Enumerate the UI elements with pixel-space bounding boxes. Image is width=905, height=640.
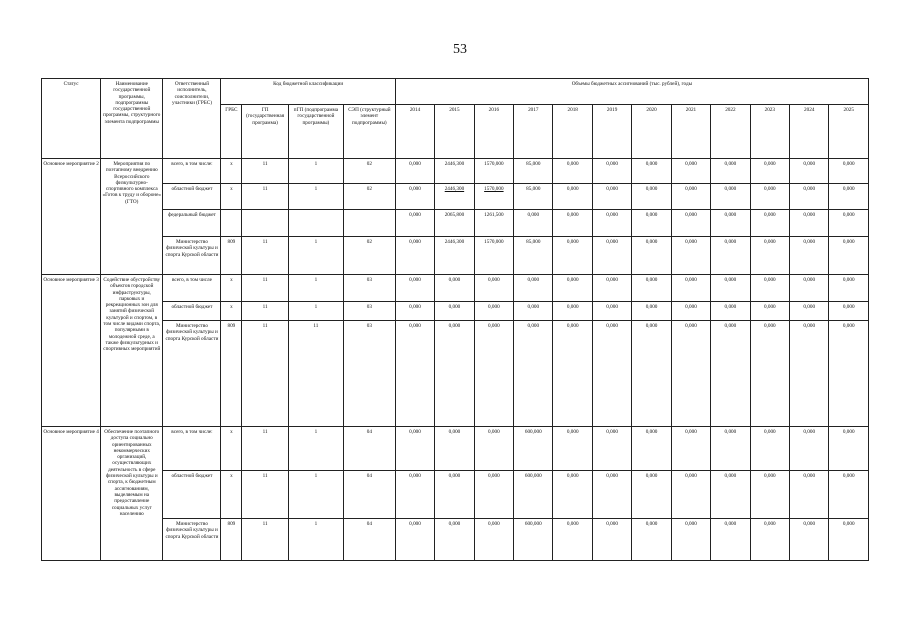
value-cell: 0,000	[750, 210, 789, 237]
value-cell: 0,000	[514, 321, 553, 427]
value-cell: 2446,300	[435, 184, 474, 210]
value-cell: 0,000	[474, 519, 513, 561]
value-cell: 0,000	[632, 321, 671, 427]
value-cell: 0,000	[790, 159, 829, 184]
value-cell: 600,000	[514, 471, 553, 519]
grbs-cell: x	[221, 275, 242, 302]
value-cell: 600,000	[514, 519, 553, 561]
grbs-cell: x	[221, 184, 242, 210]
header-sep: СЭП (структурный элемент подпрограммы)	[343, 105, 395, 159]
header-row-1	[42, 79, 869, 105]
executor-cell: областной бюджет	[163, 302, 221, 321]
executor-cell: всего, в том числе:	[163, 159, 221, 184]
table-body	[42, 79, 869, 561]
value-cell: 0,000	[395, 237, 434, 275]
value-cell: 0,000	[632, 427, 671, 471]
executor-cell: федеральный бюджет	[163, 210, 221, 237]
value-cell: 0,000	[711, 427, 750, 471]
sep-cell: 02	[343, 184, 395, 210]
value-cell: 85,000	[514, 184, 553, 210]
value-cell: 0,000	[790, 237, 829, 275]
pgp-cell: 1	[288, 427, 343, 471]
value-cell: 2446,300	[435, 237, 474, 275]
value-cell: 0,000	[790, 210, 829, 237]
value-cell: 0,000	[395, 427, 434, 471]
status-cell: Основное мероприятие 4	[42, 427, 101, 561]
value-cell: 0,000	[829, 471, 869, 519]
value-cell: 0,000	[592, 184, 631, 210]
header-year: 2018	[553, 105, 592, 159]
value-cell: 0,000	[829, 519, 869, 561]
value-cell: 0,000	[829, 184, 869, 210]
value-cell: 0,000	[750, 427, 789, 471]
header-grbs: ГРБС	[221, 105, 242, 159]
value-cell: 0,000	[474, 275, 513, 302]
grbs-cell: 809	[221, 519, 242, 561]
value-cell: 0,000	[435, 519, 474, 561]
pgp-cell: 1	[288, 275, 343, 302]
value-cell: 0,000	[750, 321, 789, 427]
header-year: 2025	[829, 105, 869, 159]
value-cell: 0,000	[395, 302, 434, 321]
value-cell: 0,000	[435, 321, 474, 427]
executor-cell: областной бюджет	[163, 184, 221, 210]
value-cell: 0,000	[514, 210, 553, 237]
value-cell: 0,000	[671, 275, 710, 302]
table-row	[42, 427, 869, 471]
value-cell: 0,000	[829, 275, 869, 302]
value-cell: 0,000	[592, 471, 631, 519]
value-cell: 0,000	[632, 471, 671, 519]
value-cell: 0,000	[829, 237, 869, 275]
value-cell: 0,000	[395, 471, 434, 519]
gp-cell: 11	[242, 159, 289, 184]
value-cell: 0,000	[592, 321, 631, 427]
header-year: 2015	[435, 105, 474, 159]
value-cell: 0,000	[514, 302, 553, 321]
header-year: 2021	[671, 105, 710, 159]
gp-cell: 11	[242, 184, 289, 210]
sep-cell: 02	[343, 237, 395, 275]
grbs-cell	[221, 210, 242, 237]
value-cell: 0,000	[474, 471, 513, 519]
executor-cell: Министерство физической культуры и спорта Курской области	[163, 519, 221, 561]
value-cell: 0,000	[711, 321, 750, 427]
value-cell: 0,000	[671, 427, 710, 471]
gp-cell: 11	[242, 471, 289, 519]
pgp-cell: 1	[288, 302, 343, 321]
value-cell: 0,000	[829, 321, 869, 427]
sep-cell: 04	[343, 471, 395, 519]
value-cell: 0,000	[395, 519, 434, 561]
value-cell: 85,000	[514, 237, 553, 275]
value-cell: 0,000	[553, 519, 592, 561]
pgp-cell: 1	[288, 471, 343, 519]
value-cell: 1570,000	[474, 159, 513, 184]
table-row	[42, 184, 869, 210]
page-number: 53	[453, 42, 467, 57]
value-cell: 0,000	[711, 237, 750, 275]
value-cell: 0,000	[474, 321, 513, 427]
pgp-cell	[288, 210, 343, 237]
value-cell: 0,000	[592, 302, 631, 321]
value-cell: 0,000	[671, 302, 710, 321]
value-cell: 0,000	[632, 159, 671, 184]
budget-table	[41, 78, 869, 561]
value-cell: 0,000	[592, 237, 631, 275]
value-cell: 0,000	[790, 519, 829, 561]
value-cell: 0,000	[474, 427, 513, 471]
header-volumes: Объемы бюджетных ассигнований (тыс. рублей), годы	[395, 79, 868, 105]
gp-cell: 11	[242, 275, 289, 302]
sep-cell: 02	[343, 159, 395, 184]
value-cell: 0,000	[632, 302, 671, 321]
value-cell: 0,000	[671, 237, 710, 275]
value-cell: 0,000	[632, 519, 671, 561]
value-cell: 0,000	[592, 519, 631, 561]
sep-cell: 03	[343, 321, 395, 427]
value-cell: 0,000	[553, 471, 592, 519]
sep-cell	[343, 210, 395, 237]
value-cell: 0,000	[632, 237, 671, 275]
value-cell: 0,000	[671, 321, 710, 427]
gp-cell: 11	[242, 427, 289, 471]
header-year: 2014	[395, 105, 434, 159]
value-cell: 0,000	[750, 184, 789, 210]
value-cell: 0,000	[474, 302, 513, 321]
table-row	[42, 159, 869, 184]
value-cell: 0,000	[829, 427, 869, 471]
status-cell: Основное мероприятие 3	[42, 275, 101, 427]
value-cell: 0,000	[395, 184, 434, 210]
value-cell: 0,000	[671, 210, 710, 237]
value-cell: 0,000	[553, 302, 592, 321]
value-cell: 0,000	[514, 275, 553, 302]
header-budget-code: Код бюджетной классификации	[221, 79, 395, 105]
name-cell: Мероприятия по поэтапному внедрению Всероссийского физкультурно-спортивного комплекса «Готов к труду и обороне» (ГТО)	[101, 159, 163, 275]
value-cell: 0,000	[395, 159, 434, 184]
value-cell: 0,000	[592, 210, 631, 237]
value-cell: 0,000	[711, 302, 750, 321]
value-cell: 0,000	[553, 159, 592, 184]
table-row	[42, 237, 869, 275]
value-cell: 0,000	[592, 427, 631, 471]
value-cell: 0,000	[790, 302, 829, 321]
executor-cell: областной бюджет	[163, 471, 221, 519]
value-cell: 0,000	[790, 321, 829, 427]
value-cell: 0,000	[592, 159, 631, 184]
value-cell: 0,000	[632, 210, 671, 237]
header-year: 2022	[711, 105, 750, 159]
pgp-cell: 11	[288, 321, 343, 427]
value-cell: 0,000	[671, 184, 710, 210]
value-cell: 0,000	[435, 427, 474, 471]
value-cell: 0,000	[395, 321, 434, 427]
header-name: Наименование государственной программы, подпрограммы государственной программы, структурного элемента подпрограммы	[101, 79, 163, 159]
executor-cell: всего, в том числе	[163, 275, 221, 302]
value-cell: 0,000	[553, 275, 592, 302]
value-cell: 0,000	[395, 275, 434, 302]
value-cell: 0,000	[750, 275, 789, 302]
value-cell: 0,000	[711, 159, 750, 184]
header-year: 2016	[474, 105, 513, 159]
value-cell: 0,000	[790, 275, 829, 302]
header-year: 2024	[790, 105, 829, 159]
grbs-cell: x	[221, 159, 242, 184]
value-cell: 0,000	[829, 302, 869, 321]
value-cell: 0,000	[435, 471, 474, 519]
grbs-cell: 809	[221, 321, 242, 427]
table-row	[42, 519, 869, 561]
sep-cell: 04	[343, 519, 395, 561]
value-cell: 0,000	[829, 159, 869, 184]
value-cell: 0,000	[711, 210, 750, 237]
grbs-cell: x	[221, 427, 242, 471]
executor-cell: Министерство физической культуры и спорта Курской области	[163, 321, 221, 427]
value-cell: 2065,800	[435, 210, 474, 237]
header-status: Статус	[42, 79, 101, 159]
value-cell: 0,000	[829, 210, 869, 237]
header-executor: Ответственный исполнитель, соисполнители, участники (ГРБС)	[163, 79, 221, 159]
value-cell: 0,000	[553, 210, 592, 237]
table-row	[42, 302, 869, 321]
header-gp: ГП (государственная программа)	[242, 105, 289, 159]
value-cell: 0,000	[711, 184, 750, 210]
name-cell: Обеспечение поэтапного доступа социально ориентированных некоммерческих организаций, осуществляющих деятельность в сфере физической культуры и спорта, к бюджетным ассигнованиям, выделяемым на предоставление социальных услуг населению	[101, 427, 163, 561]
value-cell: 0,000	[750, 302, 789, 321]
value-cell: 0,000	[435, 275, 474, 302]
sep-cell: 04	[343, 427, 395, 471]
grbs-cell: x	[221, 471, 242, 519]
value-cell: 1570,000	[474, 237, 513, 275]
value-cell: 0,000	[553, 184, 592, 210]
value-cell: 0,000	[711, 519, 750, 561]
table-row	[42, 210, 869, 237]
name-cell: Содействие обустройству объектов городской инфраструктуры, парковых и рекреационных зон для занятий физической культурой и спортом, в том числе видами спорта, популярными в молодежной среде, а также физкультурных и спортивных мероприятий	[101, 275, 163, 427]
status-cell: Основное мероприятие 2	[42, 159, 101, 275]
header-year: 2017	[514, 105, 553, 159]
value-cell: 0,000	[790, 471, 829, 519]
gp-cell: 11	[242, 302, 289, 321]
table-row	[42, 471, 869, 519]
executor-cell: всего, в том числе:	[163, 427, 221, 471]
value-cell: 0,000	[632, 184, 671, 210]
value-cell: 0,000	[750, 519, 789, 561]
pgp-cell: 1	[288, 519, 343, 561]
value-cell: 0,000	[711, 275, 750, 302]
value-cell: 1570,000	[474, 184, 513, 210]
pgp-cell: 1	[288, 159, 343, 184]
value-cell: 0,000	[592, 275, 631, 302]
pgp-cell: 1	[288, 237, 343, 275]
value-cell: 0,000	[553, 237, 592, 275]
gp-cell: 11	[242, 237, 289, 275]
value-cell: 600,000	[514, 427, 553, 471]
gp-cell	[242, 210, 289, 237]
grbs-cell: 809	[221, 237, 242, 275]
value-cell: 0,000	[671, 519, 710, 561]
value-cell: 0,000	[395, 210, 434, 237]
value-cell: 0,000	[790, 427, 829, 471]
sep-cell: 03	[343, 302, 395, 321]
table-row	[42, 275, 869, 302]
gp-cell: 11	[242, 519, 289, 561]
value-cell: 0,000	[750, 237, 789, 275]
executor-cell: Министерство физической культуры и спорта Курской области	[163, 237, 221, 275]
gp-cell: 11	[242, 321, 289, 427]
table-row	[42, 321, 869, 427]
value-cell: 2446,300	[435, 159, 474, 184]
value-cell: 0,000	[711, 471, 750, 519]
sep-cell: 03	[343, 275, 395, 302]
value-cell: 0,000	[750, 471, 789, 519]
value-cell: 85,000	[514, 159, 553, 184]
header-year: 2019	[592, 105, 631, 159]
value-cell: 0,000	[435, 302, 474, 321]
header-year: 2023	[750, 105, 789, 159]
grbs-cell: x	[221, 302, 242, 321]
value-cell: 0,000	[553, 427, 592, 471]
value-cell: 0,000	[790, 184, 829, 210]
value-cell: 1261,500	[474, 210, 513, 237]
pgp-cell: 1	[288, 184, 343, 210]
value-cell: 0,000	[632, 275, 671, 302]
header-year: 2020	[632, 105, 671, 159]
header-pgp: пГП (подпрограмма государственной программы)	[288, 105, 343, 159]
value-cell: 0,000	[553, 321, 592, 427]
value-cell: 0,000	[750, 159, 789, 184]
value-cell: 0,000	[671, 159, 710, 184]
value-cell: 0,000	[671, 471, 710, 519]
